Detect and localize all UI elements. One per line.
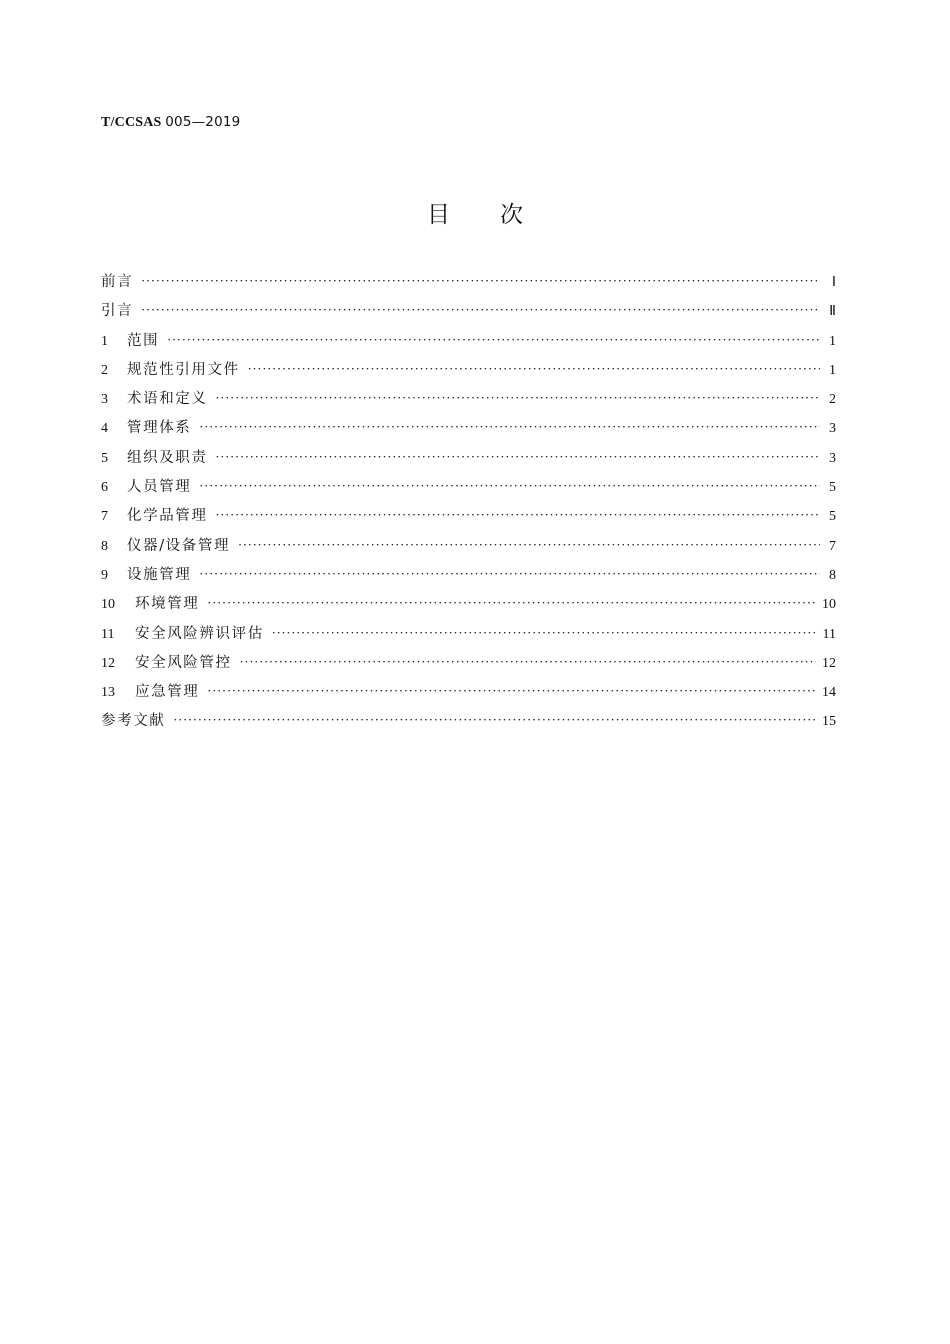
toc-entry[interactable] — [101, 504, 836, 533]
toc-entry-title: 仪器/设备管理 — [127, 537, 231, 554]
dot-leader — [216, 389, 821, 404]
dot-leader — [167, 330, 820, 345]
toc-entry-title: 人员管理 — [127, 479, 192, 496]
toc-entry-page: Ⅰ — [831, 275, 836, 290]
toc-entry-title: 引言 — [101, 303, 134, 320]
toc-entry-number: 3 — [101, 392, 108, 408]
toc-entry-page: Ⅱ — [829, 304, 836, 320]
toc-entry-page: 15 — [822, 714, 836, 730]
toc-entry-number: 13 — [101, 685, 115, 701]
toc-entry-page: 14 — [822, 685, 836, 701]
dot-leader — [173, 711, 816, 726]
toc-entry-number: 9 — [101, 567, 108, 583]
dot-leader — [216, 506, 821, 521]
toc-entry-page: 10 — [822, 597, 836, 613]
toc-entry[interactable] — [101, 299, 836, 328]
dot-leader — [207, 682, 816, 697]
toc-entry-title: 前言 — [101, 274, 134, 290]
toc-entry-page: 7 — [829, 538, 836, 554]
toc-entry[interactable] — [101, 329, 836, 358]
toc-entry-title: 设施管理 — [127, 566, 192, 583]
toc-entry[interactable] — [101, 592, 836, 621]
toc-entry[interactable] — [101, 475, 836, 504]
toc-entry[interactable] — [101, 358, 836, 387]
toc-entry[interactable] — [101, 622, 836, 651]
toc-entry-title: 参考文献 — [101, 713, 166, 730]
toc-entry-number: 1 — [101, 333, 108, 349]
toc-entry-title: 安全风险辨识评估 — [135, 625, 264, 642]
toc-entry-number: 10 — [101, 597, 115, 613]
toc-entry-page: 1 — [829, 362, 836, 378]
dot-leader — [240, 652, 816, 667]
toc-entry-page: 3 — [829, 421, 836, 437]
standard-code — [101, 114, 240, 131]
toc-entry-title: 管理体系 — [127, 420, 192, 437]
dot-leader — [248, 359, 820, 374]
toc-entry-number: 5 — [101, 450, 108, 466]
toc-entry-page: 11 — [822, 626, 836, 642]
dot-leader — [207, 594, 816, 609]
toc-entry-number: 6 — [101, 480, 108, 496]
toc-entry[interactable] — [101, 709, 836, 738]
toc-entry-number: 12 — [101, 655, 115, 671]
toc-entry-title: 术语和定义 — [127, 391, 208, 408]
toc-entry-page: 1 — [829, 333, 836, 349]
toc-entry[interactable] — [101, 563, 836, 592]
toc-entry-title: 环境管理 — [135, 596, 200, 613]
toc-entry-page: 3 — [829, 450, 836, 466]
toc-entry-title: 化学品管理 — [127, 508, 208, 525]
toc-entry-title: 应急管理 — [135, 684, 200, 701]
dot-leader — [141, 301, 820, 316]
toc-entry-page: 8 — [829, 567, 836, 583]
page-title: 目次 — [427, 202, 573, 228]
standard-prefix: T/CCSAS — [101, 115, 162, 130]
dot-leader — [199, 564, 820, 579]
table-of-contents — [101, 270, 836, 739]
toc-entry-title: 范围 — [127, 332, 160, 349]
toc-entry-number: 2 — [101, 362, 108, 378]
toc-entry-page: 2 — [829, 392, 836, 408]
toc-entry-number: 7 — [101, 509, 108, 525]
toc-entry[interactable] — [101, 680, 836, 709]
toc-entry[interactable] — [101, 446, 836, 475]
dot-leader — [238, 535, 820, 550]
toc-entry[interactable] — [101, 270, 836, 299]
toc-entry-number: 8 — [101, 538, 108, 554]
toc-entry-page: 12 — [822, 655, 836, 671]
toc-entry[interactable] — [101, 387, 836, 416]
toc-entry-page: 5 — [829, 509, 836, 525]
toc-entry-title: 组织及职责 — [127, 449, 208, 466]
dot-leader — [272, 623, 817, 638]
toc-entry[interactable] — [101, 534, 836, 563]
dot-leader — [141, 272, 820, 287]
toc-entry[interactable] — [101, 416, 836, 445]
toc-entry-number: 11 — [101, 626, 115, 642]
toc-entry-title: 安全风险管控 — [135, 654, 232, 671]
toc-entry-page: 5 — [829, 480, 836, 496]
toc-entry-title: 规范性引用文件 — [127, 361, 240, 378]
dot-leader — [199, 418, 820, 433]
dot-leader — [199, 477, 820, 492]
dot-leader — [216, 447, 821, 462]
toc-entry-number: 4 — [101, 421, 108, 437]
standard-number: 005—2019 — [165, 114, 241, 130]
toc-entry[interactable] — [101, 651, 836, 680]
